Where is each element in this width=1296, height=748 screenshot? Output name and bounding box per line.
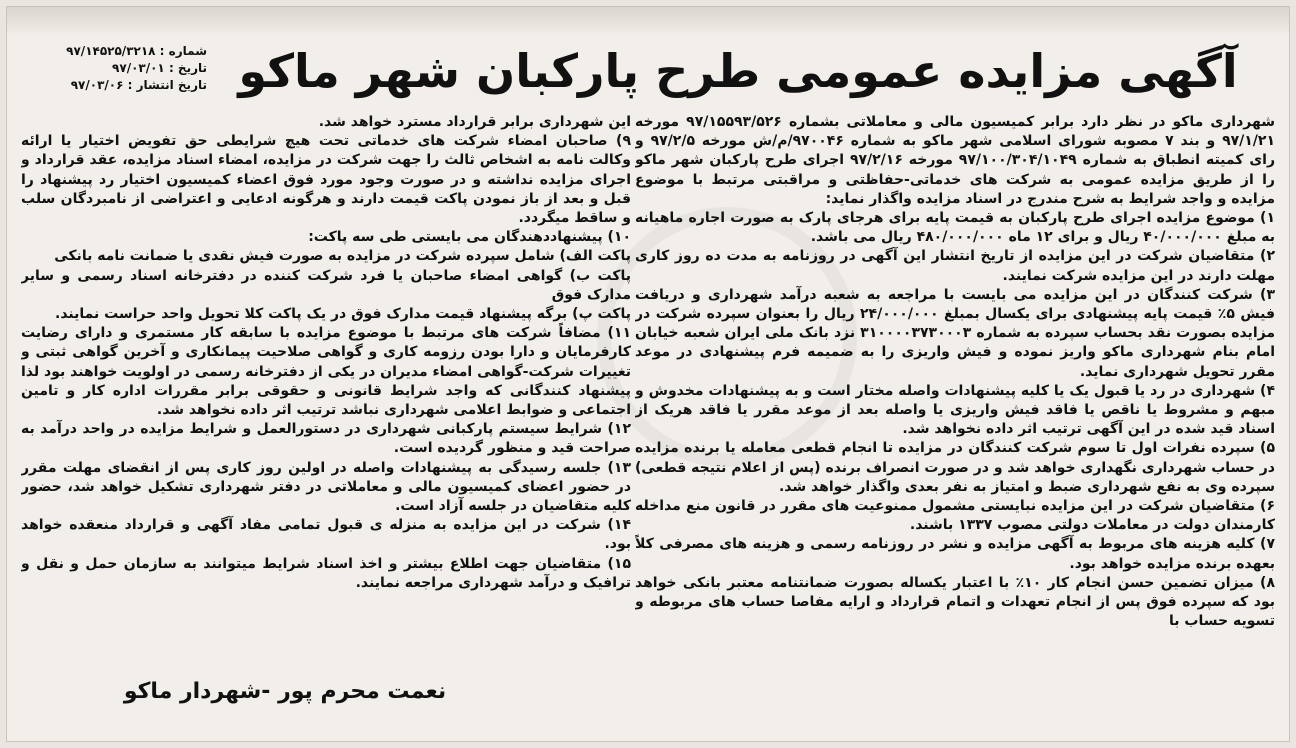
clause-7: ۷) کلیه هزینه های مربوط به آگهی مزایده و نشر در روزنامه رسمی و هزینه های مصرفی کلاً بعهده برنده مزایده خواهد بود. — [635, 536, 1275, 572]
envelope-b: پاکت ب) گواهی امضاء صاحبان یا فرد شرکت کننده در دفترخانه اسناد رسمی و سایر مدارک فوق — [21, 267, 631, 303]
clause-9: ۹) صاحبان امضاء شرکت های خدماتی تحت هیچ شرایطی حق تفویض اختیار یا ارائه وکالت نامه به اشخاص ثالث را جهت شرکت در مزایده، امضاء اسناد مزایده، عقد قرارداد و اجرای مزایده نداشته و در صورت وجود مورد فوق اعضاء کمیسیون اختیار رد پیشنهاد را قبل و بعد از باز نمودن پاکت قیمت دارند و هرگونه ادعایی و اعتراضی از نامبردگان سلب و ساقط میگردد. — [21, 133, 631, 227]
clause-3: ۳) شرکت کنندگان در این مزایده می بایست با مراجعه به شعبه درآمد شهرداری و دریافت فیش ۵٪ قیمت پایه پیشنهادی برای یکسال بمبلغ ۲۴/۰۰۰/۰۰۰ ریال را بعنوان سپرده شرکت در مزایده بصورت نقد بحساب سپرده به شماره ۳۱۰۰۰۰۳۷۳۰۰۰۳ نزد بانک ملی ایران شعبه خیابان امام بنام شهرداری ماکو واریز نموده و فیش واریزی را به ضمیمه فرم پیشنهادی در موعد مقرر تحویل شهرداری نماید. — [635, 286, 1275, 380]
envelope-c: پاکت پ) برگه پیشنهاد قیمت مدارک فوق در یک پاکت کلا تحویل واحد حراست نمایند. — [55, 306, 631, 323]
notice-date: تاریخ : ۹۷/۰۳/۰۱ — [112, 61, 207, 75]
clause-12: ۱۲) شرایط سیستم پارکبانی شهرداری در دستورالعمل و شرایط مزایده در واحد درآمد به صراحت قید و منظور گردیده است. — [21, 421, 631, 457]
top-edge-strip — [7, 7, 1289, 33]
clause-8: ۸) میزان تضمین حسن انجام کار ۱۰٪ با اعتبار یکساله بصورت ضمانتنامه معتبر بانکی خواهد بود که سپرده فوق پس از انجام تعهدات و اتمام قرارداد و ارایه مفاصا حساب های مربوطه و تسویه حساب با — [635, 574, 1275, 630]
intro-paragraph: شهرداری ماکو در نظر دارد برابر کمیسیون مالی و معاملاتی بشماره ۹۷/۱۵۵۹۳/۵۲۶ مورخه ۹۷/۱/۲۱ و بند ۷ مصوبه شورای اسلامی شهر ماکو به شماره ۹۷۰۰۴۶/م/ش مورخه ۹۷/۲/۵ و رای کمیته انطباق به شماره ۹۷/۱۰۰/۳۰۴/۱۰۴۹ مورخه ۹۷/۲/۱۶ اجرای طرح پارکبان شهر ماکو را از طریق مزایده عمومی به شرکت های خدماتی-حفاظتی و مراقبتی مرتبط با موضوع مزایده و واجد شرایط به شرح مندرج در اسناد مزایده واگذار نماید: — [635, 114, 1275, 207]
clause-15: ۱۵) متقاضیان جهت اطلاع بیشتر و اخذ اسناد شرایط میتوانند به سازمان حمل و نقل و ترافیک و درآمد شهرداری مراجعه نمایند. — [21, 555, 631, 591]
envelope-a: پاکت الف) شامل سپرده شرکت در مزایده به صورت فیش نقدی یا ضمانت نامه بانکی — [54, 248, 631, 265]
notice-publish-date: تاریخ انتشار : ۹۷/۰۳/۰۶ — [70, 78, 207, 92]
clause-1: ۱) موضوع مزایده اجرای طرح پارکبان به قیمت پایه برای هرجای پارک به صورت اجاره ماهیانه به مبلغ ۴۰/۰۰۰/۰۰۰ ریال و برای ۱۲ ماه ۴۸۰/۰۰۰/۰۰۰ ریال می باشد. — [635, 210, 1275, 246]
clause-14: ۱۴) شرکت در این مزایده به منزله ی قبول تمامی مفاد آگهی و قرارداد منعقده خواهد بود. — [21, 517, 631, 553]
clause-6: ۶) متقاضیان شرکت در این مزایده نبایستی مشمول ممنوعیت های مقرر در قانون منع مداخله کارمندان دولت در معاملات دولتی مصوب ۱۳۳۷ باشند. — [635, 498, 1275, 534]
clause-5: ۵) سپرده نفرات اول تا سوم شرکت کنندگان در مزایده تا انجام قطعی معامله یا برنده مزایده در حساب شهرداری نگهداری خواهد شد و در صورت انصراف برنده (پس از اعلام نتیجه قطعی) سپرده وی به نفع شهرداری ضبط و امتیاز به نفر بعدی واگذار خواهد شد. — [635, 440, 1275, 495]
clause-2: ۲) متقاضیان شرکت در این مزایده از تاریخ انتشار این آگهی در روزنامه به مدت ده روز کاری مهلت دارند در این مزایده شرکت نمایند. — [635, 248, 1275, 284]
right-column — [635, 113, 1275, 739]
clause-8-continued: این شهرداری برابر قرارداد مسترد خواهد شد. — [318, 114, 631, 130]
notice-meta — [37, 43, 207, 94]
left-column — [21, 113, 631, 673]
clause-4: ۴) شهرداری در رد یا قبول یک یا کلیه پیشنهادات واصله مختار است و به پیشنهادات مخدوش و مبهم و مشروط یا ناقص یا فاقد فیش واریزی یا واصله بعد از موعد مقرر یا فاقد هریک از اسناد قید شده در این آگهی ترتیب اثر داده نخواهد شد. — [635, 382, 1275, 438]
notice-number: شماره : ۹۷/۱۴۵۲۵/۳۲۱۸ — [66, 44, 207, 58]
clause-11: ۱۱) مضافاً شرکت های مرتبط با موضوع مزایده با سابقه کار مستمری و دارای رضایت کارفرمایان و دارا بودن رزومه کاری و گواهی صلاحیت پیمانکاری و آخرین گواهی ثبتی و تغییرات شرکت-گواهی امضاء مدیران در یکی از دفترخانه رسمی در اولویت خواهند بود لذا پیشنهاد کنندگانی که واجد شرایط قانونی و حقوقی برابر مقررات اداره کار و تامین اجتماعی و ضوابط اعلامی شهرداری نباشد ترتیب اثر داده نخواهد شد. — [21, 325, 631, 419]
clause-10: ۱۰) پیشنهاددهندگان می بایستی طی سه پاکت: — [308, 229, 631, 246]
clause-13: ۱۳) جلسه رسیدگی به پیشنهادات واصله در اولین روز کاری پس از انقضای مهلت مقرر در حضور اعضای کمیسیون مالی و معاملاتی در دفتر شهرداری تشکیل خواهد شد، حضور کلیه متقاضیان در جلسه آزاد است. — [21, 459, 631, 515]
newspaper-clipping — [6, 6, 1290, 742]
mayor-signature: نعمت محرم پور -شهردار ماکو — [123, 679, 447, 704]
notice-title: آگهی مزایده عمومی طرح پارکبان شهر ماکو — [238, 44, 1238, 98]
